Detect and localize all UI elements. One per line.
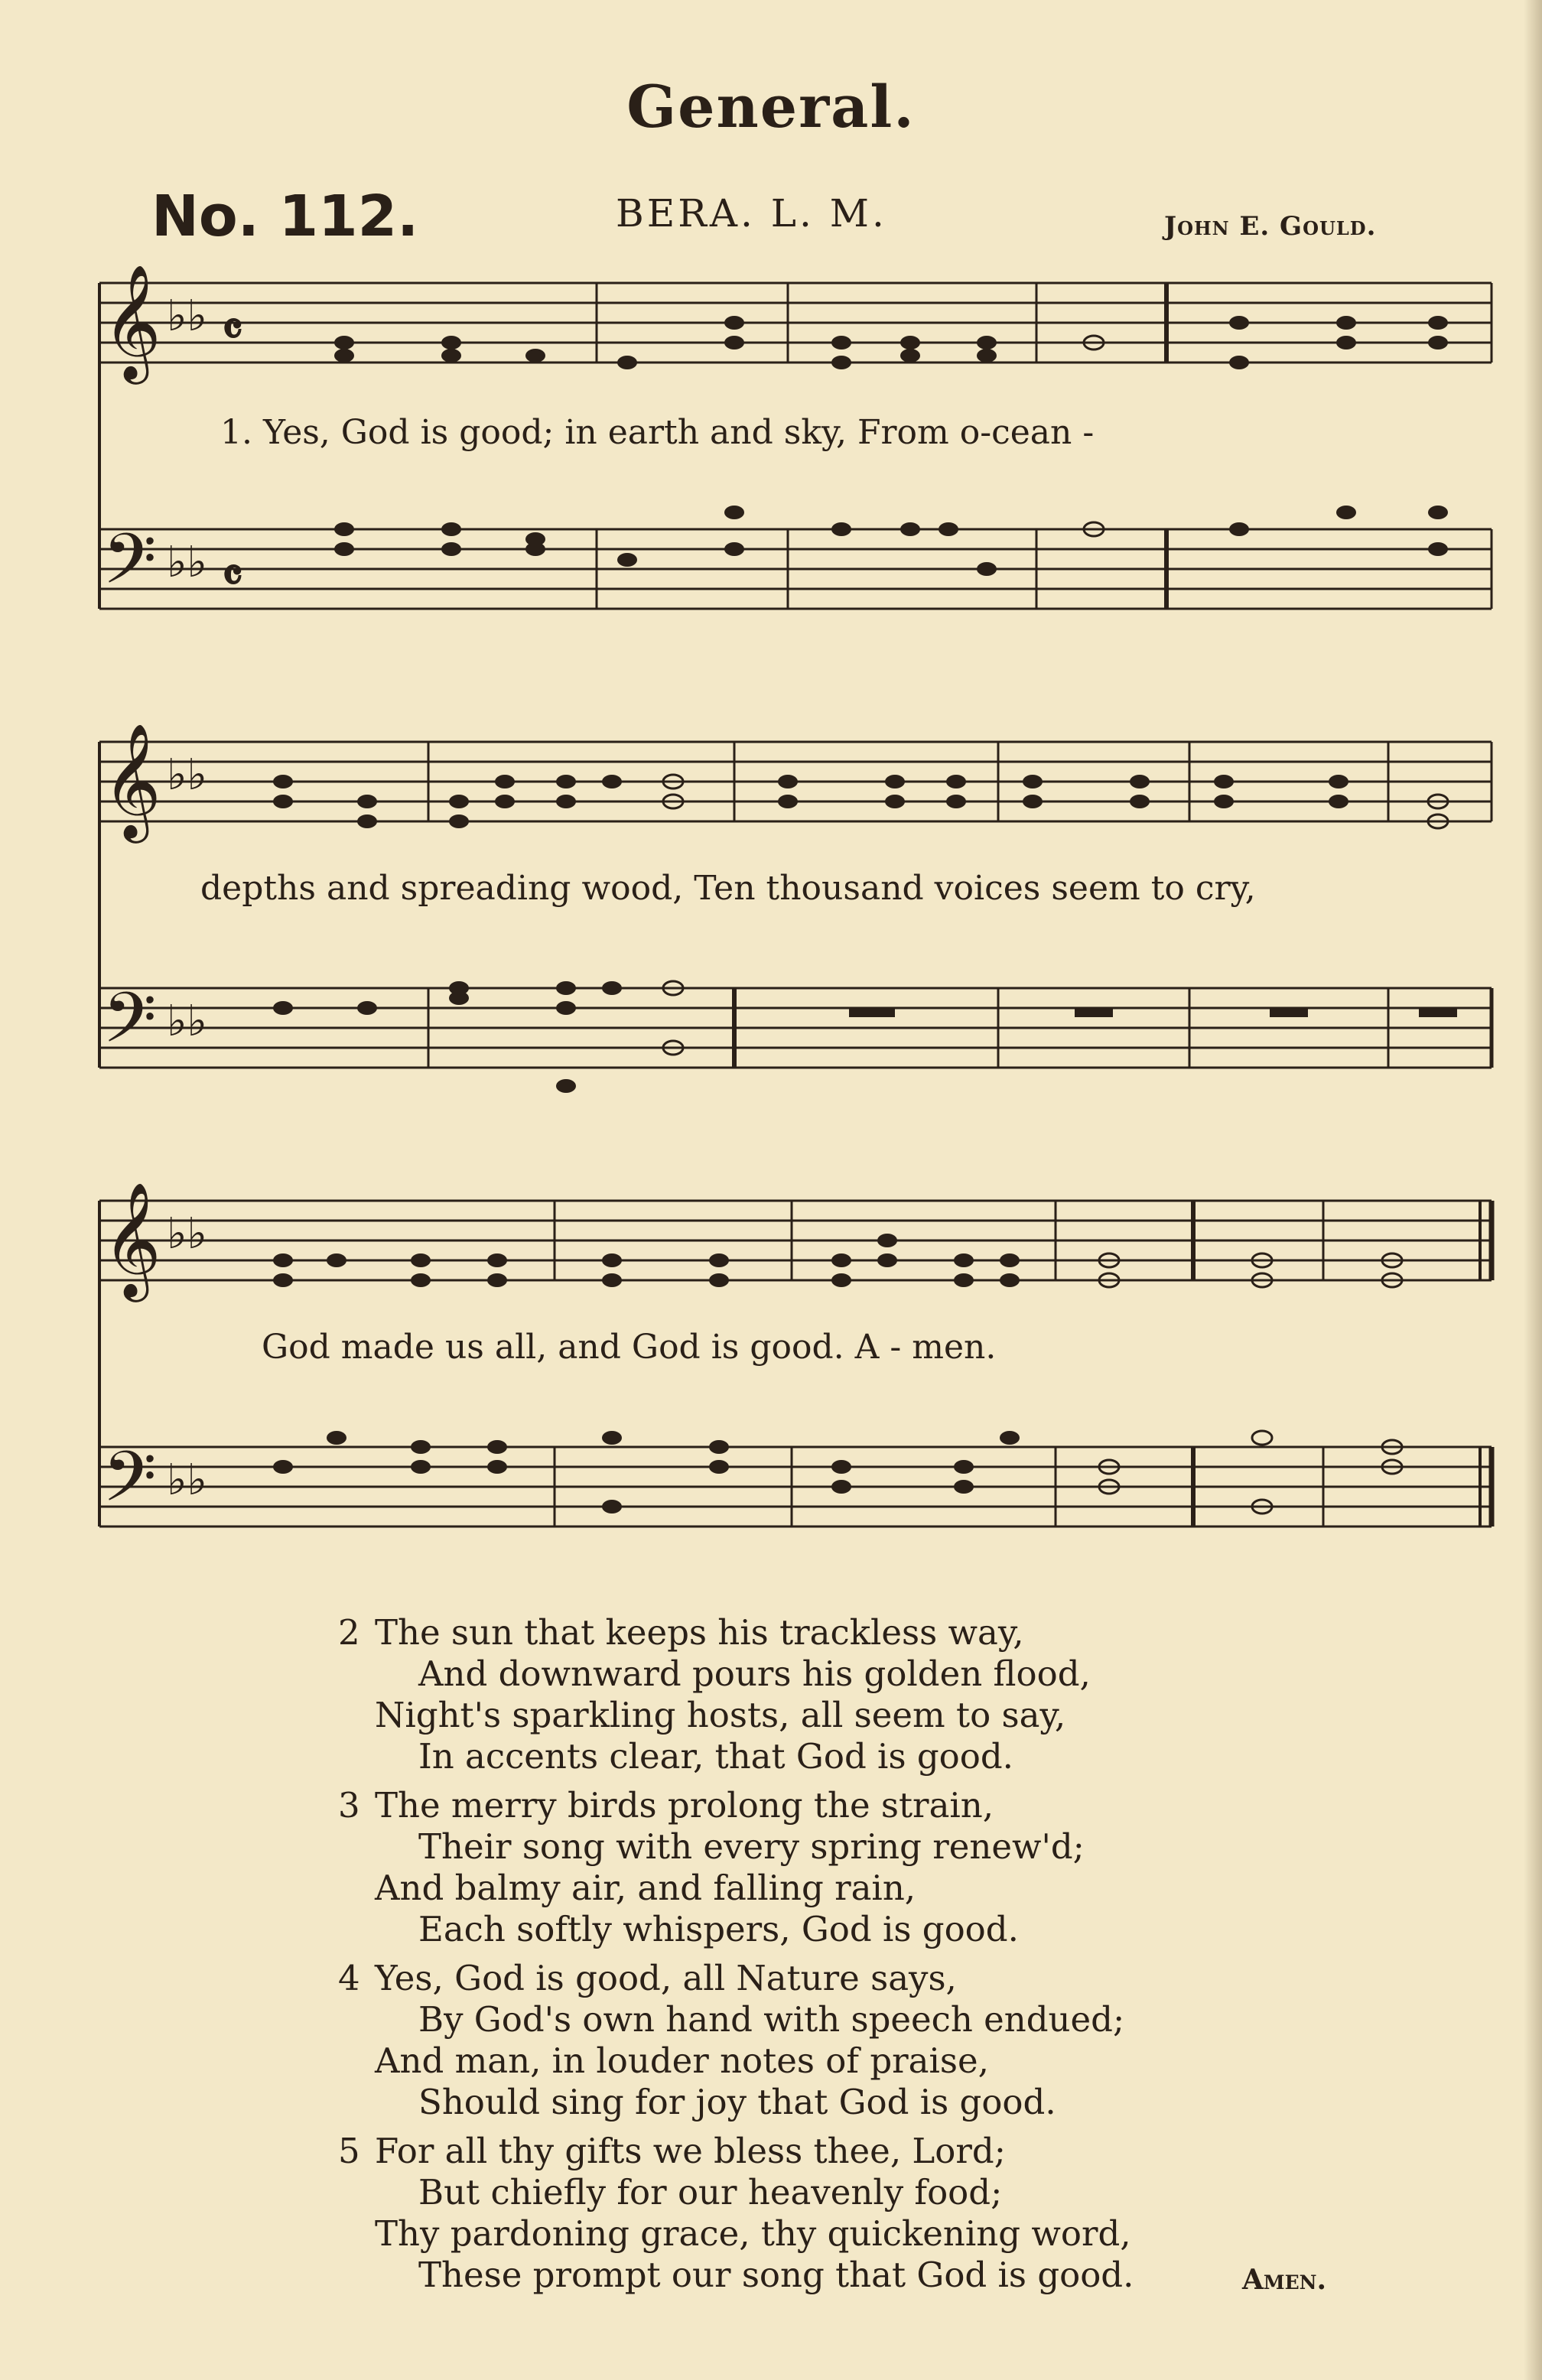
score-system-2 [92,719,1499,1117]
svg-text:𝄞: 𝄞 [102,1181,161,1297]
music-system-2 [92,719,1499,1117]
page-edge-shadow [1524,0,1542,2380]
verse-2: 2 The sun that keeps his trackless way, And downward pours his golden flood, Night's sparkling hosts, all seem to say, In accents clear, that God is good. [338,1612,1091,1777]
verse-4: 4 Yes, God is good, all Nature says, By God's own hand with speech endued; And man, in louder notes of praise, Should sing for joy that God is good. [338,1958,1125,2122]
hymn-header [0,184,1542,252]
score-system-3 [92,1178,1499,1575]
svg-text:𝄴: 𝄴 [222,301,243,357]
svg-text:♭♭: ♭♭ [167,1209,207,1259]
svg-text:𝄢: 𝄢 [102,1436,157,1534]
lyric-line-3: God made us all, and God is good. A - men. [262,1328,997,1367]
music-system-1 [92,260,1499,658]
lyric-line-1: 1. Yes, God is good; in earth and sky, From o-cean - [220,413,1095,452]
svg-text:𝄞: 𝄞 [102,263,161,379]
svg-text:𝄢: 𝄢 [102,519,157,616]
svg-text:♭♭: ♭♭ [167,750,207,800]
score-system-1 [92,260,1499,658]
svg-text:♭♭: ♭♭ [167,291,207,341]
svg-text:♭♭: ♭♭ [167,1455,207,1505]
amen-label: Amen. [1242,2264,1327,2296]
svg-text:♭♭: ♭♭ [167,538,207,587]
svg-text:𝄴: 𝄴 [222,548,243,603]
verse-5: 5 For all thy gifts we bless thee, Lord; But chiefly for our heavenly food; Thy pardoning grace, thy quickening word, These prompt our song that God is good. [338,2131,1134,2295]
section-title: General. [626,73,916,141]
svg-text:𝄞: 𝄞 [102,722,161,838]
composer: John E. Gould. [1164,211,1377,242]
lyric-line-2: depths and spreading wood, Ten thousand voices seem to cry, [200,869,1256,908]
music-system-3 [92,1178,1499,1575]
svg-text:𝄢: 𝄢 [102,977,157,1075]
verse-3: 3 The merry birds prolong the strain, Their song with every spring renew'd; And balmy air, and falling rain, Each softly whispers, God is good. [338,1785,1085,1949]
hymn-number: No. 112. [151,184,419,249]
tune-name: BERA. L. M. [616,191,887,236]
svg-text:♭♭: ♭♭ [167,997,207,1046]
